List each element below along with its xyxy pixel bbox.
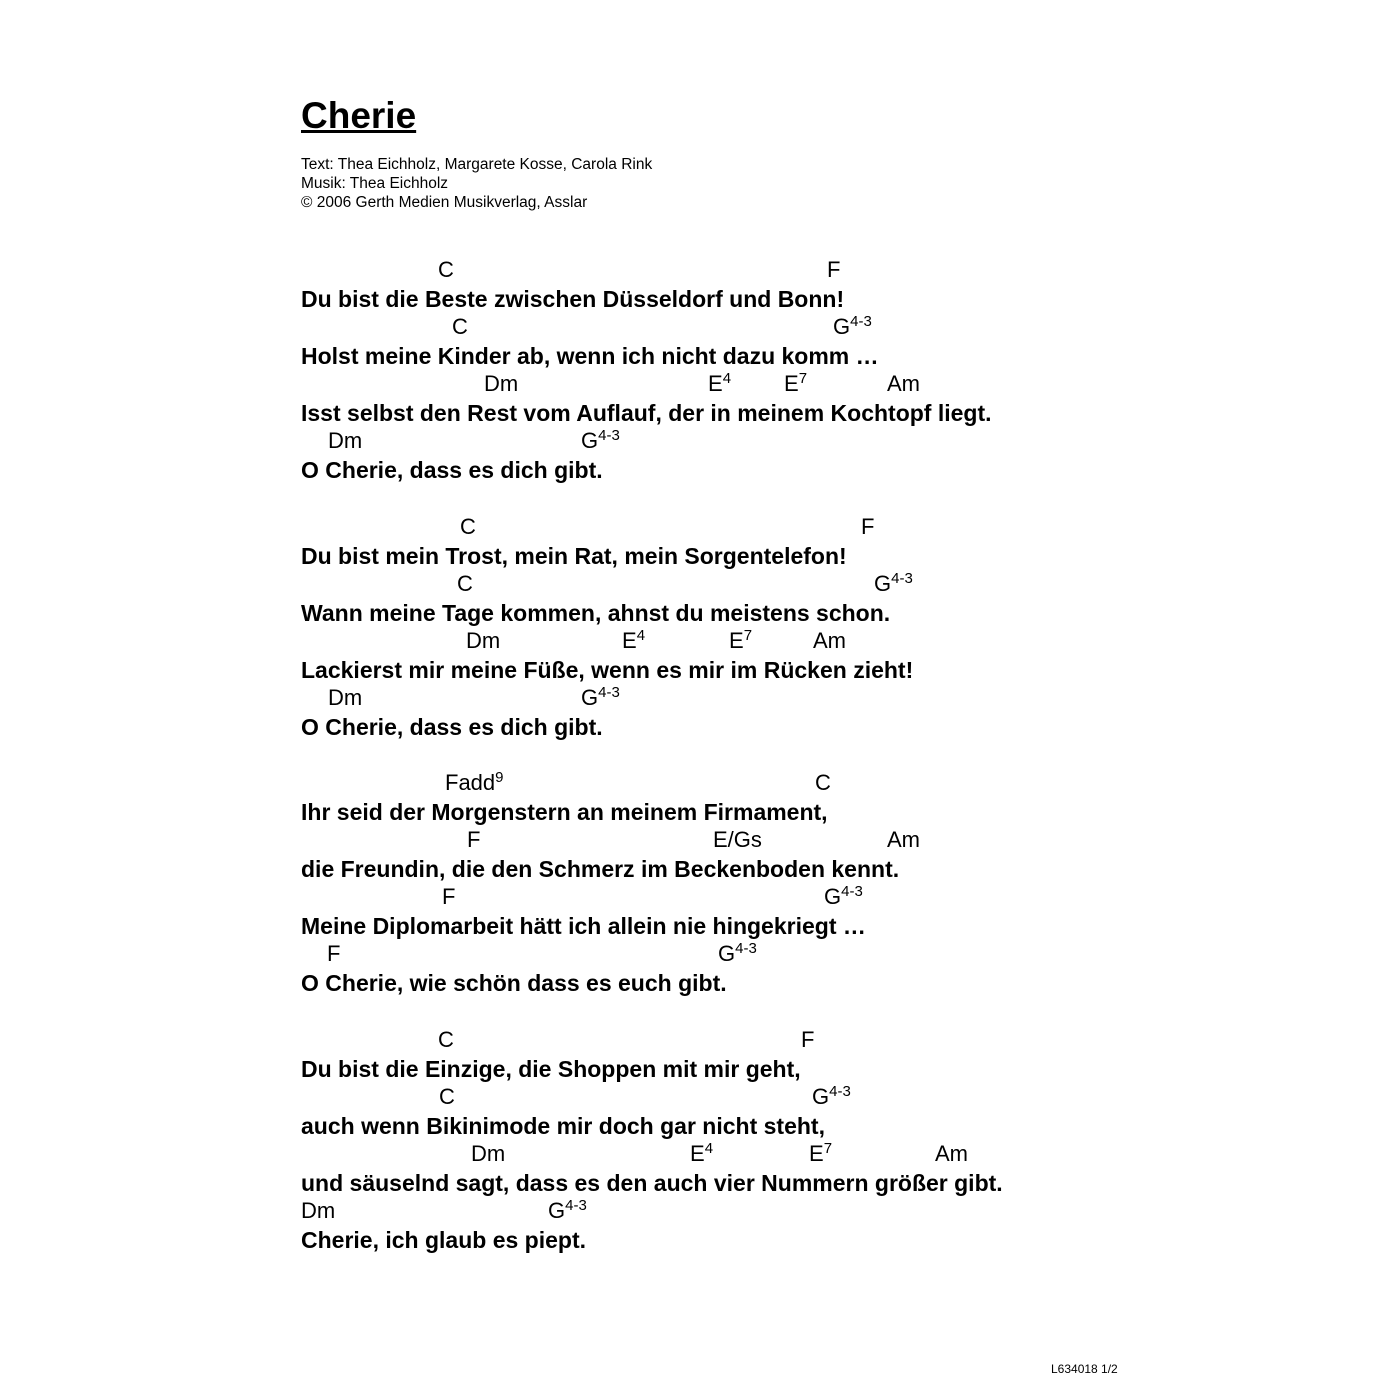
lyric-line: Du bist mein Trost, mein Rat, mein Sorgentelefon! bbox=[301, 543, 847, 569]
chord-root: G bbox=[833, 314, 851, 339]
chord-root: G bbox=[812, 1084, 830, 1109]
lyric-line: auch wenn Bikinimode mir doch gar nicht steht, bbox=[301, 1113, 825, 1139]
chord-extension: 4-3 bbox=[598, 427, 620, 444]
song-credits bbox=[301, 155, 652, 212]
chord bbox=[471, 1143, 505, 1165]
chord bbox=[824, 883, 863, 909]
chord-root: E bbox=[690, 1141, 705, 1166]
chord-root: Dm bbox=[484, 371, 519, 396]
lyrics-credit: Text: Thea Eichholz, Margarete Kosse, Carola Rink bbox=[301, 156, 653, 173]
chord-root: G bbox=[874, 571, 892, 596]
page-footer: L634018 1/2 bbox=[1051, 1362, 1118, 1376]
chord bbox=[438, 1029, 454, 1051]
chord-extension: 4-3 bbox=[841, 883, 863, 900]
lyric-line: O Cherie, dass es dich gibt. bbox=[301, 714, 603, 740]
chord-extension: 7 bbox=[823, 1140, 833, 1157]
chord-root: E/Gs bbox=[713, 827, 762, 852]
chord bbox=[827, 259, 840, 281]
chord-root: E bbox=[729, 628, 744, 653]
chord bbox=[484, 373, 518, 395]
chord-root: F bbox=[861, 514, 875, 539]
lyric-line: Ihr seid der Morgenstern an meinem Firmament, bbox=[301, 799, 828, 825]
chord bbox=[718, 940, 757, 966]
chord bbox=[452, 316, 468, 338]
chord-root: Am bbox=[887, 827, 920, 852]
chord bbox=[887, 373, 920, 395]
lyric-line: Du bist die Einzige, die Shoppen mit mir geht, bbox=[301, 1056, 801, 1082]
chord-root: G bbox=[548, 1198, 566, 1223]
chord-root: Am bbox=[813, 628, 846, 653]
lyric-line: O Cherie, dass es dich gibt. bbox=[301, 457, 603, 483]
chord-root: C bbox=[457, 571, 473, 596]
chord bbox=[466, 630, 500, 652]
chord-extension: 9 bbox=[495, 769, 504, 786]
chord bbox=[581, 684, 620, 710]
chord bbox=[460, 516, 476, 538]
lyric-line: Isst selbst den Rest vom Auflauf, der in meinem Kochtopf liegt. bbox=[301, 400, 992, 426]
chord-root: Fadd bbox=[445, 770, 496, 795]
chord bbox=[887, 829, 920, 851]
chord-root: Dm bbox=[471, 1141, 506, 1166]
chord bbox=[328, 687, 362, 709]
chord-root: E bbox=[708, 371, 723, 396]
lyric-line: die Freundin, die den Schmerz im Beckenboden kennt. bbox=[301, 856, 900, 882]
chord bbox=[581, 427, 620, 453]
copyright-notice: © 2006 Gerth Medien Musikverlag, Asslar bbox=[301, 194, 588, 211]
chord-root: Am bbox=[887, 371, 920, 396]
chord-root: C bbox=[439, 1084, 455, 1109]
chord bbox=[861, 516, 874, 538]
chord bbox=[874, 570, 913, 596]
chord-root: C bbox=[452, 314, 468, 339]
chord-root: C bbox=[815, 770, 831, 795]
chord-root: Am bbox=[935, 1141, 968, 1166]
chord-root: Dm bbox=[328, 428, 363, 453]
music-credit: Musik: Thea Eichholz bbox=[301, 175, 449, 192]
chord-root: G bbox=[824, 884, 842, 909]
chord bbox=[328, 430, 362, 452]
chord-root: C bbox=[438, 257, 454, 282]
lyric-line: Cherie, ich glaub es piept. bbox=[301, 1227, 587, 1253]
chord bbox=[327, 943, 340, 965]
chord-root: F bbox=[467, 827, 481, 852]
lyric-line: O Cherie, wie schön dass es euch gibt. bbox=[301, 970, 727, 996]
chord-extension: 4 bbox=[722, 370, 732, 387]
chord bbox=[809, 1140, 833, 1166]
chord bbox=[442, 886, 455, 908]
chord-extension: 4-3 bbox=[598, 684, 620, 701]
chord-root: C bbox=[460, 514, 476, 539]
lyric-line: Holst meine Kinder ab, wenn ich nicht dazu komm … bbox=[301, 343, 879, 369]
chord-root: E bbox=[809, 1141, 824, 1166]
song-title: Cherie bbox=[301, 95, 417, 136]
chord-root: G bbox=[581, 428, 599, 453]
chord bbox=[438, 259, 454, 281]
chord-extension: 4-3 bbox=[735, 940, 757, 957]
chord bbox=[812, 1083, 851, 1109]
lyric-line: Meine Diplomarbeit hätt ich allein nie hingekriegt … bbox=[301, 913, 866, 939]
chord-root: F bbox=[827, 257, 841, 282]
chord bbox=[439, 1086, 455, 1108]
chord-extension: 4-3 bbox=[565, 1197, 587, 1214]
chord bbox=[690, 1140, 714, 1166]
chord-root: Dm bbox=[301, 1198, 336, 1223]
chord-root: F bbox=[442, 884, 456, 909]
chord bbox=[784, 370, 808, 396]
chord-extension: 7 bbox=[798, 370, 808, 387]
lyric-line: und säuselnd sagt, dass es den auch vier Nummern größer gibt. bbox=[301, 1170, 1003, 1196]
chord-root: G bbox=[581, 685, 599, 710]
lyric-line: Lackierst mir meine Füße, wenn es mir im Rücken zieht! bbox=[301, 657, 914, 683]
chord-extension: 7 bbox=[743, 627, 753, 644]
chord bbox=[622, 627, 646, 653]
chord-root: F bbox=[327, 941, 341, 966]
chord bbox=[708, 370, 732, 396]
chord-root: Dm bbox=[466, 628, 501, 653]
chord bbox=[935, 1143, 968, 1165]
chord bbox=[457, 573, 473, 595]
chord bbox=[713, 829, 762, 851]
chord bbox=[445, 769, 504, 795]
chord-extension: 4-3 bbox=[891, 570, 913, 587]
chord-root: E bbox=[784, 371, 799, 396]
chord-root: E bbox=[622, 628, 637, 653]
chord-extension: 4 bbox=[704, 1140, 714, 1157]
chord bbox=[729, 627, 753, 653]
chord bbox=[815, 772, 831, 794]
chord bbox=[833, 313, 872, 339]
chord-extension: 4 bbox=[636, 627, 646, 644]
chord bbox=[801, 1029, 814, 1051]
chord-root: G bbox=[718, 941, 736, 966]
chord-extension: 4-3 bbox=[850, 313, 872, 330]
lyric-line: Wann meine Tage kommen, ahnst du meistens schon. bbox=[301, 600, 891, 626]
chord bbox=[301, 1200, 335, 1222]
chord-root: C bbox=[438, 1027, 454, 1052]
chord-root: F bbox=[801, 1027, 815, 1052]
chord-extension: 4-3 bbox=[829, 1083, 851, 1100]
lyric-line: Du bist die Beste zwischen Düsseldorf und Bonn! bbox=[301, 286, 845, 312]
chord bbox=[813, 630, 846, 652]
chord bbox=[467, 829, 480, 851]
chord bbox=[548, 1197, 587, 1223]
chord-root: Dm bbox=[328, 685, 363, 710]
